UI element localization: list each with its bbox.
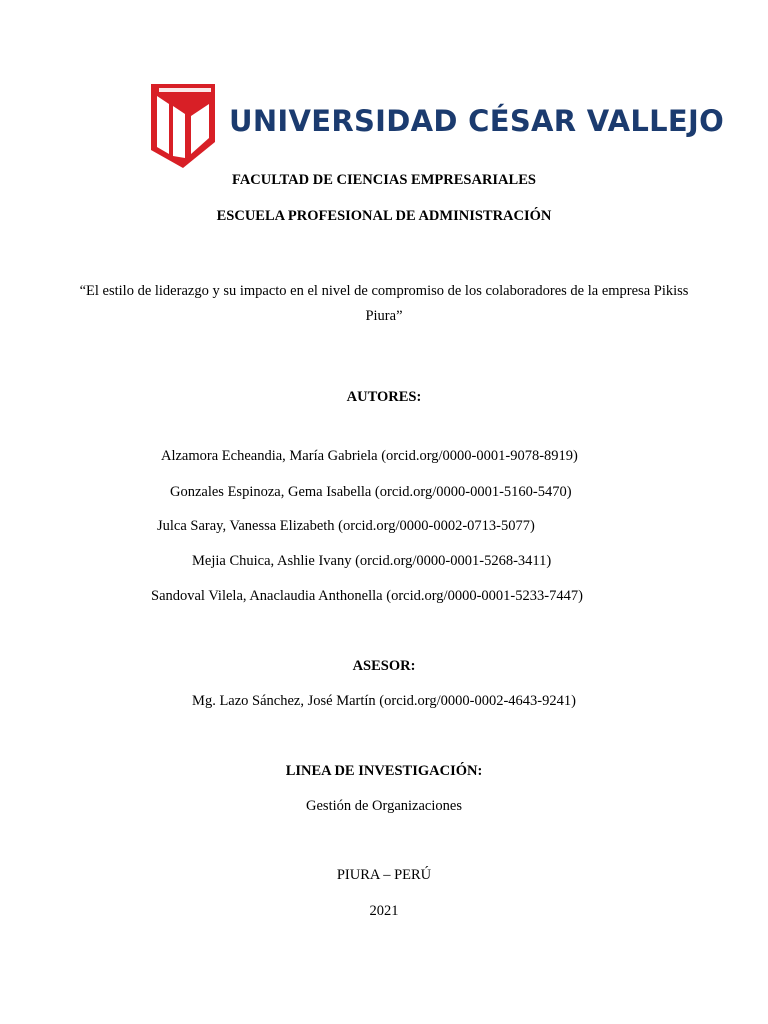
thesis-title-line-1: “El estilo de liderazgo y su impacto en el nivel de compromiso de los colaboradores de la empresa Pikiss (79, 283, 689, 299)
university-logo-shield (151, 84, 215, 168)
research-line-heading: LINEA DE INVESTIGACIÓN: (285, 763, 483, 779)
author-item: Alzamora Echeandia, María Gabriela (orcid.org/0000-0001-9078-8919) (161, 448, 578, 464)
advisor-heading: ASESOR: (352, 658, 416, 674)
authors-heading: AUTORES: (346, 389, 422, 405)
thesis-title-line-2: Piura” (365, 308, 403, 324)
author-item: Sandoval Vilela, Anaclaudia Anthonella (orcid.org/0000-0001-5233-7447) (151, 588, 583, 604)
location: PIURA – PERÚ (336, 867, 432, 883)
advisor-name: Mg. Lazo Sánchez, José Martín (orcid.org/0000-0002-4643-9241) (192, 693, 576, 709)
research-line-value: Gestión de Organizaciones (306, 798, 462, 814)
university-name: UNIVERSIDAD CÉSAR VALLEJO (229, 104, 725, 138)
faculty-heading: FACULTAD DE CIENCIAS EMPRESARIALES (232, 172, 536, 188)
author-item: Gonzales Espinoza, Gema Isabella (orcid.org/0000-0001-5160-5470) (170, 484, 572, 500)
author-item: Mejia Chuica, Ashlie Ivany (orcid.org/0000-0001-5268-3411) (192, 553, 552, 569)
author-item: Julca Saray, Vanessa Elizabeth (orcid.org/0000-0002-0713-5077) (157, 518, 535, 534)
year: 2021 (369, 903, 399, 919)
school-heading: ESCUELA PROFESIONAL DE ADMINISTRACIÓN (216, 208, 552, 224)
